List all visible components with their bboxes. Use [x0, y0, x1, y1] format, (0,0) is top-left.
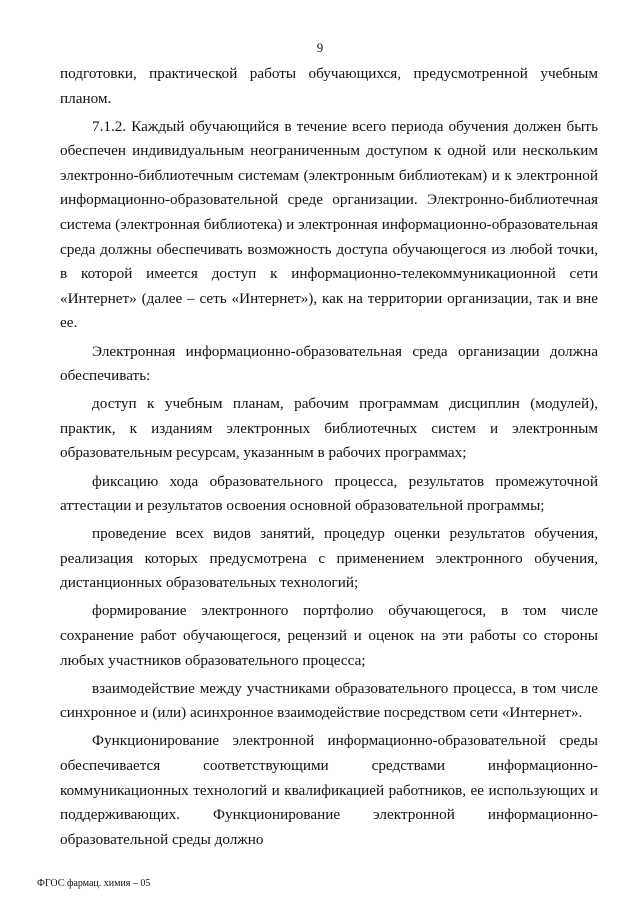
list-item-portfolio: формирование электронного портфолио обучающегося, в том числе сохранение работ обучающегося, рецензий и оценок на эти работы со стороны любых участников образовательного процесса; — [60, 602, 598, 669]
footer-code: ФГОС фармац. химия – 05 — [37, 878, 151, 889]
paragraph-continuation: подготовки, практической работы обучающихся, предусмотренной учебным планом. — [60, 65, 598, 107]
page-number: 9 — [316, 40, 324, 55]
paragraph-functioning: Функционирование электронной информационно-образовательной среды обеспечивается соответствующими средствами информационно-коммуникационных технологий и квалификацией работников, ее использующих и поддерживающих. Функционирование электронной информационно-образовательной среды должно — [60, 732, 598, 848]
paragraph-7-1-2: 7.1.2. Каждый обучающийся в течение всего периода обучения должен быть обеспечен индивидуальным неограниченным доступом к одной или нескольким электронно-библиотечным системам (электронным библиотекам) и к электронной информационно-образовательной среде организации. Электронно-библиотечная система (электронная библиотека) и электронная информационно-образовательная среда должны обеспечивать возможность доступа обучающегося из любой точки, в которой имеется доступ к информационно-телекоммуникационной сети «Интернет» (далее – сеть «Интернет»), как на территории организации, так и вне ее. — [60, 117, 598, 332]
document-body — [60, 62, 598, 856]
list-item-interaction: взаимодействие между участниками образовательного процесса, в том числе синхронное и (или) асинхронное взаимодействие посредством сети «Интернет». — [60, 679, 598, 722]
list-item-recording: фиксацию хода образовательного процесса, результатов промежуточной аттестации и результатов освоения основной образовательной программы; — [60, 472, 598, 515]
paragraph-environment-intro: Электронная информационно-образовательная среда организации должна обеспечивать: — [60, 342, 598, 385]
list-item-classes: проведение всех видов занятий, процедур оценки результатов обучения, реализация которых предусмотрена с применением электронного обучения, дистанционных образовательных технологий; — [60, 525, 598, 592]
list-item-access: доступ к учебным планам, рабочим программам дисциплин (модулей), практик, к изданиям электронных библиотечных систем и электронным образовательным ресурсам, указанным в рабочих программах; — [60, 395, 598, 462]
